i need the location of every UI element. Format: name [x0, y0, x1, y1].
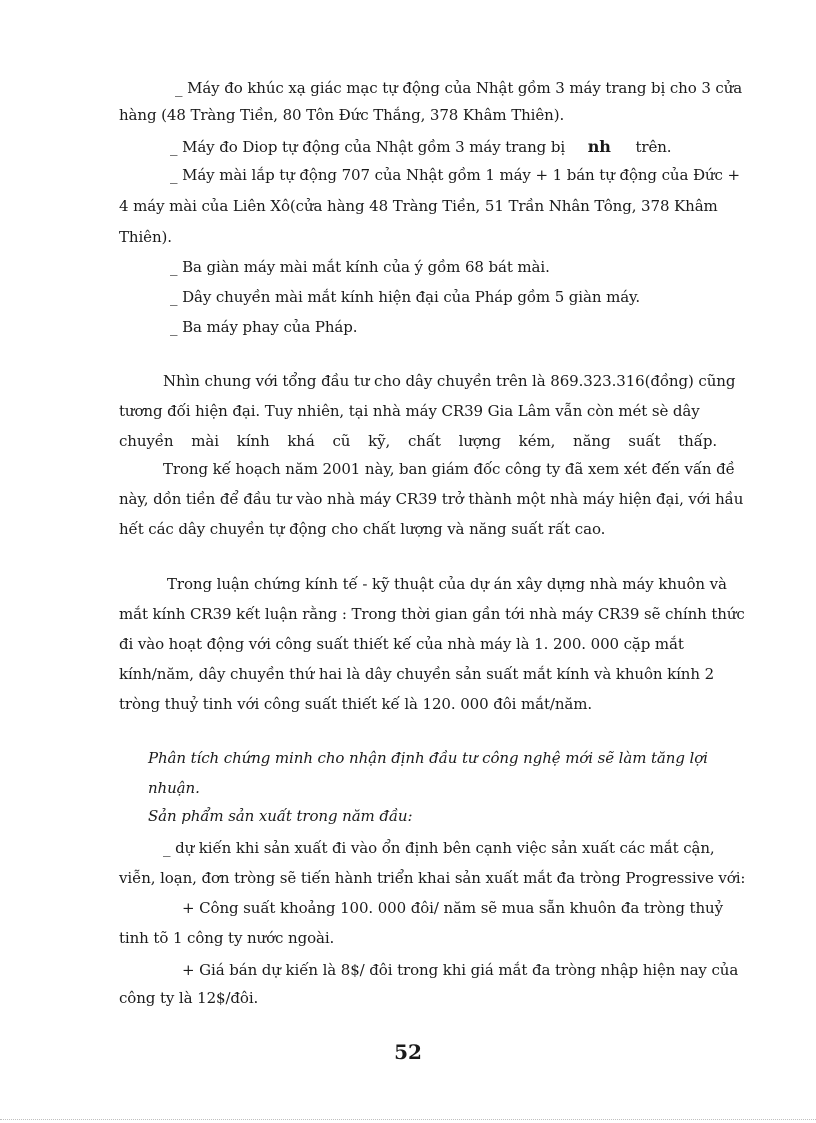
section-plus-2-line-2: công ty là 12$/đôi.: [119, 989, 259, 1007]
section-subheading: Sản phẩm sản xuất trong năm đầu:: [148, 807, 413, 825]
section-bullet-line-2: viễn, loạn, đơn tròng sẽ tiến hành triển khai sản xuất mắt đa tròng Progressive với:: [119, 869, 746, 887]
equipment-line-6: Thiên).: [119, 228, 172, 246]
para2-line-1: Trong luận chứng kính tế - kỹ thuật của dự án xây dựng nhà máy khuôn và: [167, 575, 727, 593]
equipment-line-3-text: _ Máy đo Diop tự động của Nhật gồm 3 máy trang bị: [170, 138, 566, 156]
equipment-line-4: _ Máy mài lắp tự động 707 của Nhật gồm 1 máy + 1 bán tự động của Đức +: [170, 166, 740, 184]
para1-line-2: tương đối hiện đại. Tuy nhiên, tại nhà máy CR39 Gia Lâm vẫn còn mét sè dây: [119, 402, 700, 420]
equipment-line-1: _ Máy đo khúc xạ giác mạc tự động của Nhật gồm 3 máy trang bị cho 3 cửa: [175, 79, 743, 97]
section-plus-1-line-1: + Công suất khoảng 100. 000 đôi/ năm sẽ mua sẵn khuôn đa tròng thuỷ: [182, 899, 723, 917]
equipment-line-8: _ Dây chuyền mài mắt kính hiện đại của Pháp gồm 5 giàn máy.: [170, 288, 641, 306]
equipment-line-5: 4 máy mài của Liên Xô(cửa hàng 48 Tràng Tiền, 51 Trần Nhân Tông, 378 Khâm: [119, 197, 718, 215]
para1-line-1: Nhìn chung với tổng đầu tư cho dây chuyền trên là 869.323.316(đồng) cũng: [163, 372, 736, 390]
equipment-line-9: _ Ba máy phay của Pháp.: [170, 318, 358, 336]
para1-line-4: Trong kế hoạch năm 2001 này, ban giám đốc công ty đã xem xét đến vấn đề: [163, 460, 735, 478]
para2-line-3: đi vào hoạt động với công suất thiết kế của nhà máy là 1. 200. 000 cặp mắt: [119, 635, 684, 653]
equipment-line-3-end: trên.: [635, 138, 672, 156]
equipment-line-2: hàng (48 Tràng Tiền, 80 Tôn Đức Thắng, 378 Khâm Thiên).: [119, 106, 565, 124]
para1-line-6: hết các dây chuyền tự động cho chất lượng và năng suất rất cao.: [119, 520, 606, 538]
para2-line-2: mắt kính CR39 kết luận rằng : Trong thời gian gần tới nhà máy CR39 sẽ chính thức: [119, 605, 745, 623]
para2-line-5: tròng thuỷ tinh với công suất thiết kế là 120. 000 đôi mắt/năm.: [119, 695, 593, 713]
para2-line-4: kính/năm, dây chuyền thứ hai là dây chuyền sản suất mắt kính và khuôn kính 2: [119, 665, 715, 683]
page-number: 52: [394, 1040, 422, 1064]
equipment-line-7: _ Ba giàn máy mài mắt kính của ý gồm 68 bát mài.: [170, 258, 550, 276]
section-bullet-line-1: _ dự kiến khi sản xuất đi vào ổn định bên cạnh việc sản xuất các mắt cận,: [163, 839, 715, 857]
equipment-line-3: [170, 137, 671, 157]
footer-divider: [0, 1119, 816, 1120]
section-plus-1-line-2: tinh tõ 1 công ty nước ngoài.: [119, 929, 335, 947]
para1-line-3: chuyền mài kính khá cũ kỹ, chất lượng kém, năng suất thấp.: [119, 432, 717, 450]
section-heading-line-2: nhuận.: [148, 779, 200, 797]
section-heading-line-1: Phân tích chứng minh cho nhận định đầu tư công nghệ mới sẽ làm tăng lợi: [148, 749, 708, 767]
para1-line-5: này, dồn tiền để đầu tư vào nhà máy CR39 trở thành một nhà máy hiện đại, với hầu: [119, 490, 744, 508]
section-plus-2-line-1: + Giá bán dự kiến là 8$/ đôi trong khi giá mắt đa tròng nhập hiện nay của: [182, 961, 739, 979]
equipment-line-3-abbr: nh: [587, 137, 611, 156]
